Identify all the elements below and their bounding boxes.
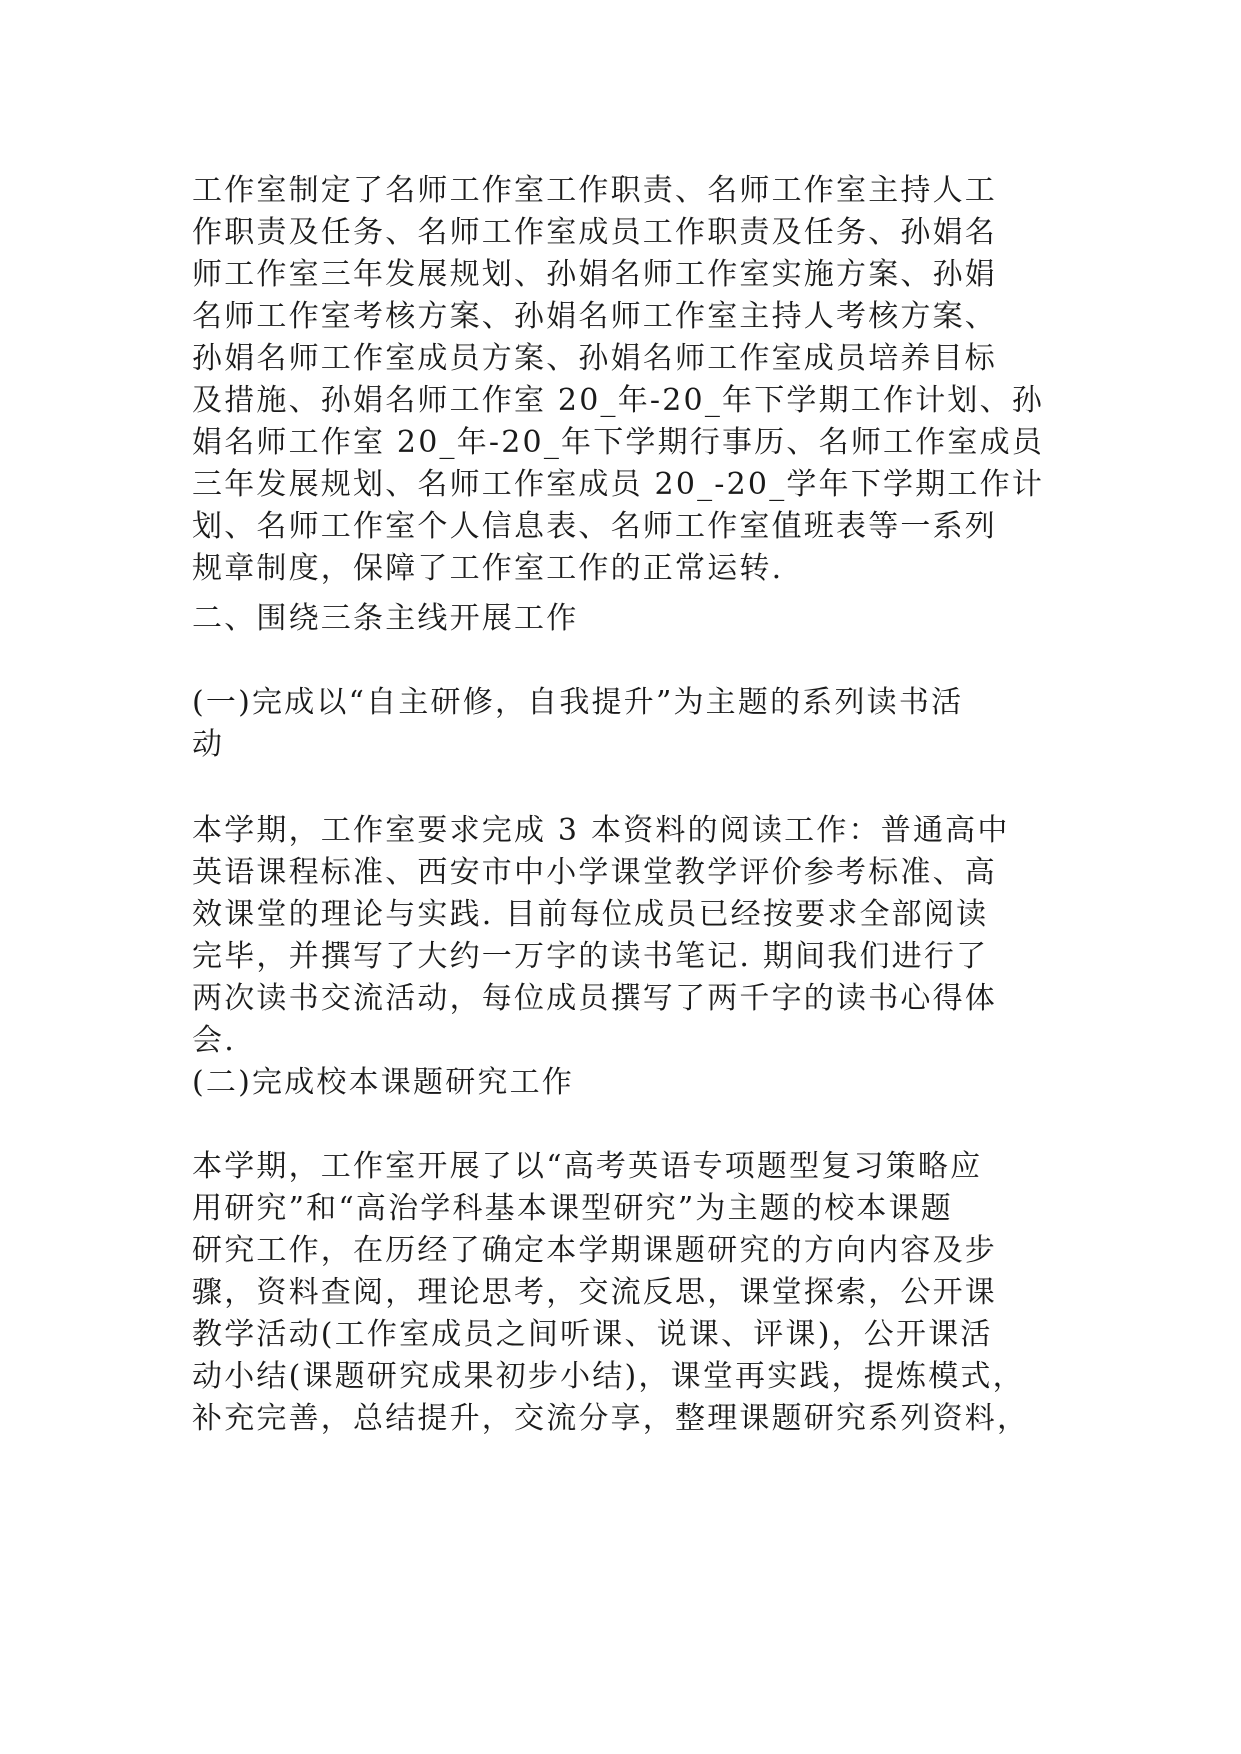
text-line: 效课堂的理论与实践. 目前每位成员已经按要求全部阅读 (192, 897, 989, 932)
text-line: 孙娟名师工作室成员方案、孙娟名师工作室成员培养目标 (192, 341, 997, 376)
text-line: 教学活动(工作室成员之间听课、说课、评课)，公开课活 (192, 1317, 993, 1352)
text-line: 本学期，工作室开展了以“高考英语专项题型复习策略应 (192, 1149, 983, 1184)
section-heading: (二)完成校本课题研究工作 (192, 1065, 575, 1100)
subheading-research (192, 1062, 1072, 1104)
text-line: 名师工作室考核方案、孙娟名师工作室主持人考核方案、 (192, 299, 997, 334)
text-line: 补充完善，总结提升，交流分享，整理课题研究系列资料， (192, 1401, 1030, 1436)
text-line: 骤，资料查阅，理论思考，交流反思，课堂探索，公开课 (192, 1275, 997, 1310)
text-line: 英语课程标准、西安市中小学课堂教学评价参考标准、高 (192, 855, 997, 890)
text-line: 本学期，工作室要求完成 3 本资料的阅读工作：普通高中 (192, 813, 1010, 848)
text-line: 划、名师工作室个人信息表、名师工作室值班表等一系列 (192, 509, 997, 544)
text-line: 研究工作，在历经了确定本学期课题研究的方向内容及步 (192, 1233, 997, 1268)
text-line: 完毕，并撰写了大约一万字的读书笔记. 期间我们进行了 (192, 939, 989, 974)
text-line: 用研究”和“高治学科基本课型研究”为主题的校本课题 (192, 1191, 954, 1226)
text-line: 工作室制定了名师工作室工作职责、名师工作室主持人工 (192, 173, 997, 208)
text-line: 三年发展规划、名师工作室成员 20_-20_学年下学期工作计 (192, 467, 1045, 502)
section-heading-two (192, 598, 1072, 640)
text-line: 及措施、孙娟名师工作室 20_年-20_年下学期工作计划、孙 (192, 383, 1045, 418)
subheading-reading (192, 682, 1072, 766)
text-line: 师工作室三年发展规划、孙娟名师工作室实施方案、孙娟 (192, 257, 997, 292)
section-heading: 二、围绕三条主线开展工作 (192, 601, 579, 636)
text-line: 规章制度，保障了工作室工作的正常运转. (192, 551, 784, 586)
text-line: 娟名师工作室 20_年-20_年下学期行事历、名师工作室成员 (192, 425, 1045, 460)
text-line: 动 (192, 727, 225, 762)
text-line: 两次读书交流活动，每位成员撰写了两千字的读书心得体 (192, 981, 997, 1016)
paragraph-reading (192, 810, 1072, 1062)
paragraph-research (192, 1146, 1072, 1440)
text-line: 作职责及任务、名师工作室成员工作职责及任务、孙娟名 (192, 215, 997, 250)
text-line: (一)完成以“自主研修，自我提升”为主题的系列读书活 (192, 685, 964, 720)
paragraph-regulations (192, 170, 1072, 590)
text-line: 动小结(课题研究成果初步小结)，课堂再实践，提炼模式， (192, 1359, 1025, 1394)
text-line: 会. (192, 1023, 236, 1058)
